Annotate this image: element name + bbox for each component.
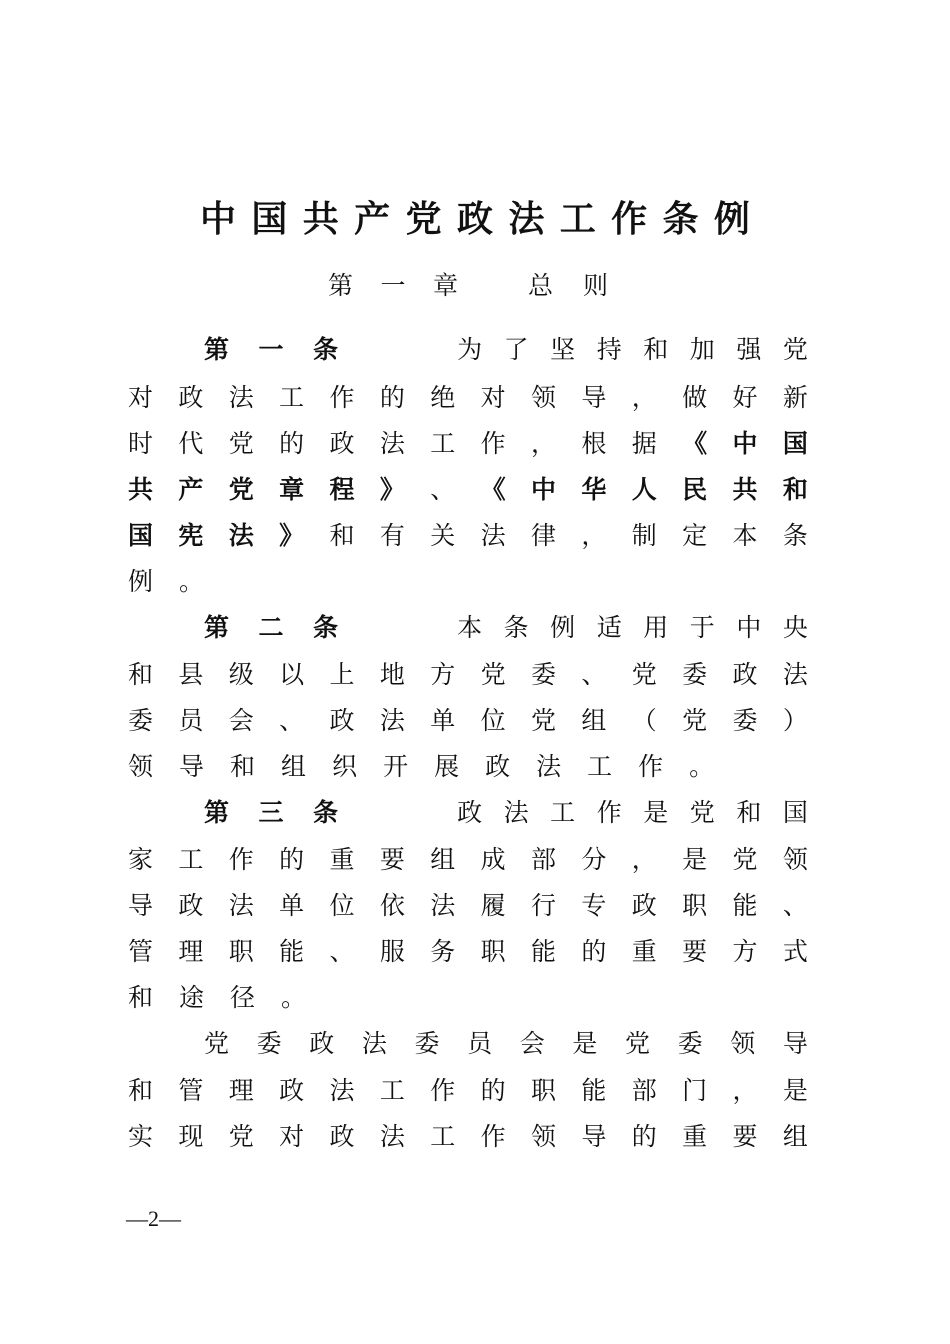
text-line: 例 。 xyxy=(128,567,205,596)
char: 党 xyxy=(405,197,442,240)
char: 则 xyxy=(582,271,608,300)
text-line: 时 代 党 的 政 法 工 作 ， 根 据 《 中 国 xyxy=(128,429,808,458)
char: 章 xyxy=(432,271,458,300)
char: 作 xyxy=(611,197,648,240)
char: 法 xyxy=(508,197,545,240)
text-line: 和 县 级 以 上 地 方 党 委 、 党 委 政 法 xyxy=(128,660,808,689)
text-line: 国 宪 法 》 和 有 关 法 律 ， 制 定 本 条 xyxy=(128,521,808,550)
text-line: 和 管 理 政 法 工 作 的 职 能 部 门 ， 是 xyxy=(128,1076,808,1105)
text-line: 党 委 政 法 委 员 会 是 党 委 领 导 xyxy=(204,1029,808,1058)
char: 一 xyxy=(380,271,406,300)
char: 第 xyxy=(328,271,354,300)
text-line: 管 理 职 能 、 服 务 职 能 的 重 要 方 式 xyxy=(128,937,808,966)
chapter-name xyxy=(528,266,608,302)
char: 条 xyxy=(662,197,699,240)
document-title xyxy=(200,188,750,244)
article-label: 第 一 条 xyxy=(204,335,338,364)
char: 中 xyxy=(200,197,237,240)
chapter-heading xyxy=(0,266,950,306)
text-line: 第 二 条 本 条 例 适 用 于 中 央 xyxy=(204,608,808,644)
char: 国 xyxy=(251,197,288,240)
char: 工 xyxy=(559,197,596,240)
text-line: 导 政 法 单 位 依 法 履 行 专 政 职 能 、 xyxy=(128,891,808,920)
text-line: 对 政 法 工 作 的 绝 对 领 导 ， 做 好 新 xyxy=(128,383,808,412)
page-number: —2— xyxy=(126,1206,181,1231)
char: 产 xyxy=(354,197,391,240)
text-line: 家 工 作 的 重 要 组 成 部 分 ， 是 党 领 xyxy=(128,845,808,874)
article-label: 第 二 条 xyxy=(204,613,338,642)
article-label: 第 三 条 xyxy=(204,798,338,827)
chapter-number xyxy=(328,266,458,302)
text-line: 和 途 径 。 xyxy=(128,983,307,1012)
text-line: 第 三 条 政 法 工 作 是 党 和 国 xyxy=(204,793,808,829)
text-line: 第 一 条 为 了 坚 持 和 加 强 党 xyxy=(204,330,808,366)
char: 例 xyxy=(713,197,750,240)
text-line: 委 员 会 、 政 法 单 位 党 组 （ 党 委 ） xyxy=(128,706,808,735)
text-line: 共 产 党 章 程 》 、 《 中 华 人 民 共 和 xyxy=(128,475,808,504)
char: 共 xyxy=(302,197,339,240)
text-line: 实 现 党 对 政 法 工 作 领 导 的 重 要 组 xyxy=(128,1122,808,1151)
text-line: 领 导 和 组 织 开 展 政 法 工 作 。 xyxy=(128,752,715,781)
char: 总 xyxy=(528,271,554,300)
char: 政 xyxy=(456,197,493,240)
